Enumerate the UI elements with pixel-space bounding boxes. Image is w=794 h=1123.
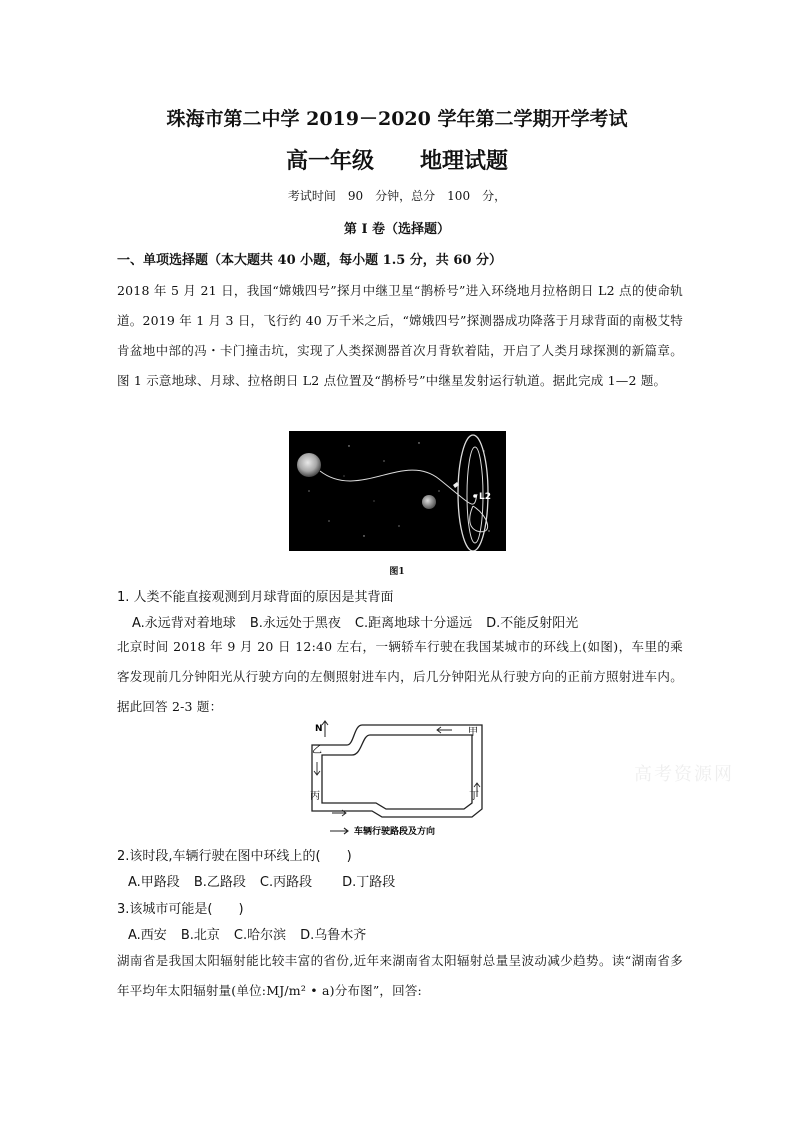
north-label: N [315,724,323,734]
subject-label: 地理试题 [420,148,509,174]
section-heading: 一、单项选择题（本大题共 40 小题，每小题 1.5 分，共 60 分） [117,253,502,268]
passage-2: 北京时间 2018 年 9 月 20 日 12:40 左右，一辆轿车行驶在我国某城市的环线上(如图)，车里的乘客发现前几分钟阳光从行驶方向的左侧照射进车内，后几分钟阳光从行驶方向的正前方照射进车内。据此回答 2-3 题： [117,639,683,714]
exam-title: 珠海市第二中学 2019－2020 学年第二学期开学考试 [166,108,628,130]
grade-label: 高一年级 [285,148,374,174]
ring-road-diagram [302,717,502,837]
question-3-options [128,924,380,943]
q2-option-a[interactable]: A.甲路段 [128,875,180,890]
q1-option-a[interactable]: A.永远背对着地球 [132,616,236,631]
q3-option-d[interactable]: D.乌鲁木齐 [300,928,367,943]
figure-1-orbit-image [289,431,506,551]
orbit-diagram [289,431,506,551]
question-1-options [132,612,592,631]
label-yi: 乙 [312,745,322,756]
question-2-stem: 2.该时段,车辆行驶在图中环线上的( ) [117,849,352,864]
passage-3: 湖南省是我国太阳辐射能比较丰富的省份,近年来湖南省太阳辐射总量呈波动减少趋势。读“湖南省多年平均年太阳辐射量(单位:MJ/m² • a)分布图”，回答: [117,953,683,998]
figure-1-caption: 图1 [389,567,405,577]
arrow-jia-icon [437,727,452,733]
l2-label: L2 [479,492,491,502]
l2-point-marker [473,494,477,498]
watermark: 高考资源网 [634,764,734,785]
q1-option-c[interactable]: C.距离地球十分遥远 [354,616,473,631]
passage-1: 2018 年 5 月 21 日，我国“嫦娥四号”探月中继卫星“鹊桥号”进入环绕地月拉格朗日 L2 点的使命轨道。2019 年 1 月 3 日，飞行约 40 万千米之后，“嫦娥四号”探测器成功降落于月球背面的南极艾特肯盆地中部的冯・卡门撞击坑，实现了人类探测器首次月背软着陆，开启了人类月球探测的新篇章。图 1 示意地球、月球、拉格朗日 L2 点位置及“鹊桥号”中继星发射运行轨道。据此完成 1—2 题。 [117,283,683,388]
question-3-stem: 3.该城市可能是( ) [117,902,244,917]
q1-option-b[interactable]: B.永远处于黑夜 [249,616,341,631]
star-field [308,442,489,536]
label-bing: 丙 [310,791,320,802]
q2-option-d[interactable]: D.丁路段 [342,875,396,890]
label-ding: 丁 [469,791,479,802]
earth-icon [297,453,321,477]
legend-arrow-icon [330,828,348,834]
question-1-stem: 1. 人类不能直接观测到月球背面的原因是其背面 [117,590,394,605]
north-arrow-icon [322,721,328,737]
moon-icon [422,495,436,509]
figure-2-ring-road [302,717,502,837]
exam-subtitle [0,144,794,175]
label-jia: 甲 [468,727,478,738]
q3-option-a[interactable]: A.西安 [128,928,167,943]
question-2-options [128,871,409,890]
q2-option-c[interactable]: C.丙路段 [259,875,313,890]
exam-info: 考试时间 90 分钟，总分 100 分， [287,189,507,203]
q2-option-b[interactable]: B.乙路段 [193,875,246,890]
transfer-trajectory [320,470,477,504]
volume-heading: 第 I 卷（选择题） [343,222,451,237]
arrow-yi-icon [314,762,320,775]
q3-option-b[interactable]: B.北京 [180,928,220,943]
legend-label: 车辆行驶路段及方向 [354,827,436,837]
road-inner-edge [322,735,472,809]
q3-option-c[interactable]: C.哈尔滨 [233,928,287,943]
q1-option-d[interactable]: D.不能反射阳光 [486,616,579,631]
